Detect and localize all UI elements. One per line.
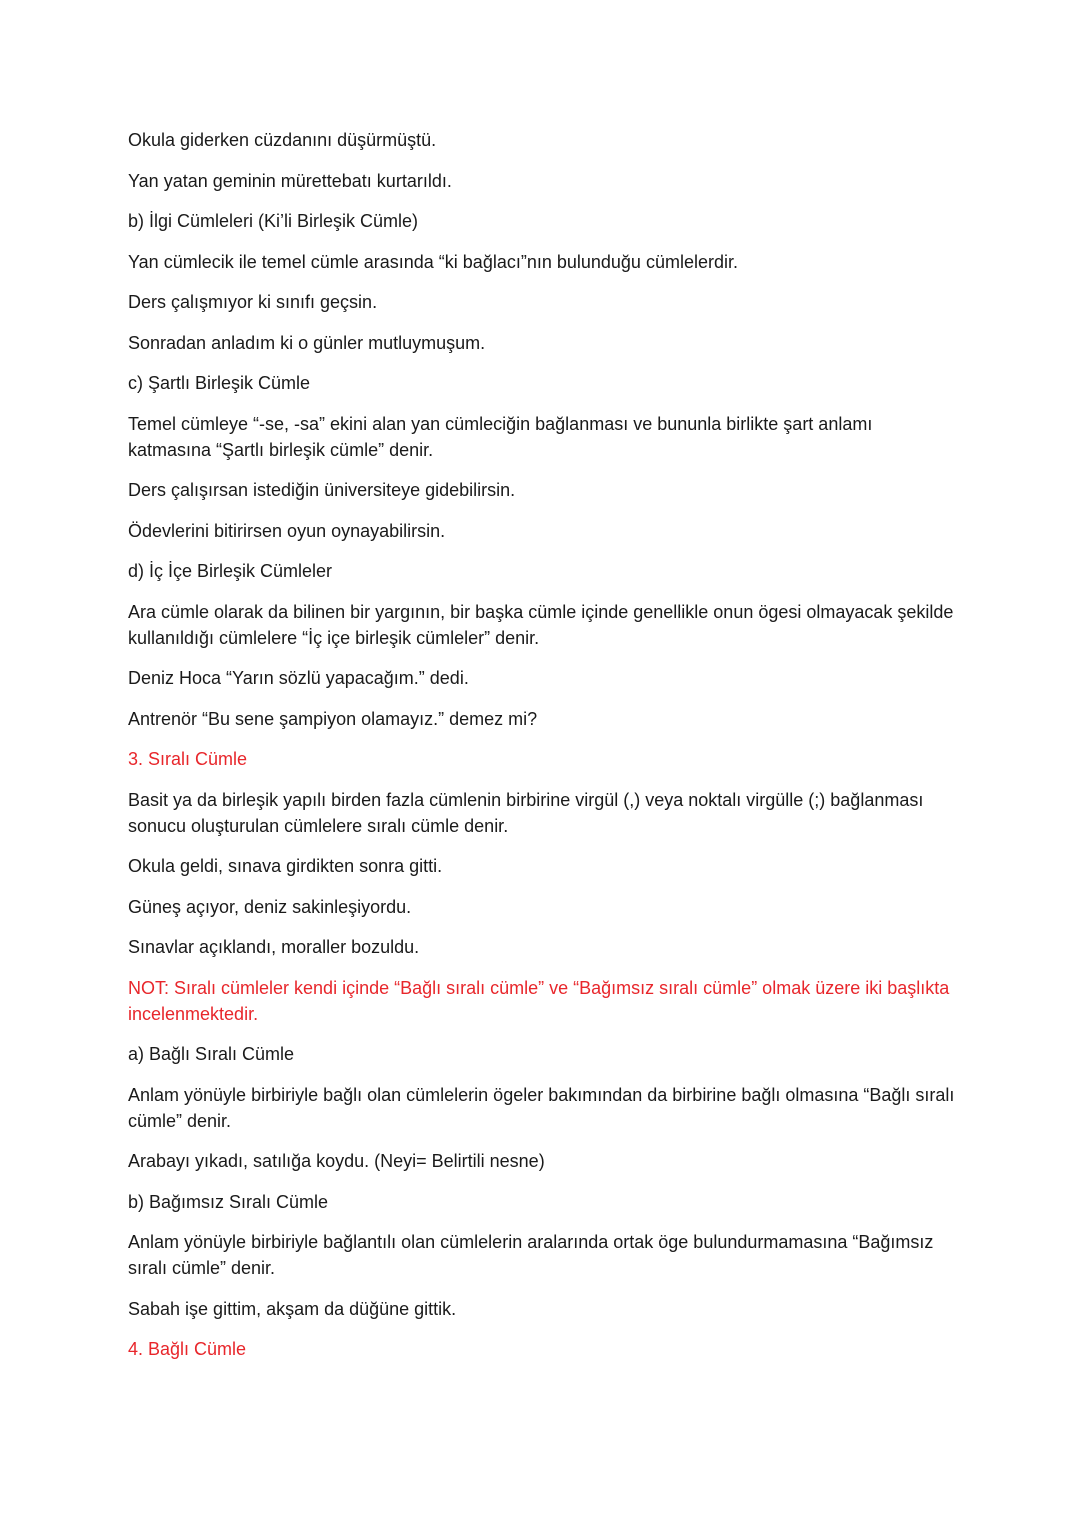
example-sentence: Güneş açıyor, deniz sakinleşiyordu. <box>128 896 412 917</box>
example-sentence: Yan yatan geminin mürettebatı kurtarıldı. <box>128 170 452 191</box>
subheading-bagli-sirali-cumle: a) Bağlı Sıralı Cümle <box>128 1044 295 1064</box>
section-heading-sirali-cumle: 3. Sıralı Cümle <box>128 749 248 769</box>
subheading-sartli-birlesik-cumle: c) Şartlı Birleşik Cümle <box>128 373 311 393</box>
document-page <box>128 127 958 1377</box>
definition-paragraph: Yan cümlecik ile temel cümle arasında “ki bağlacı”nın bulunduğu cümlelerdir. <box>128 251 738 272</box>
definition-paragraph: Anlam yönüyle birbiriyle bağlı olan cümlelerin ögeler bakımından da birbirine bağlı olmasına “Bağlı sıralı cümle” denir. <box>128 1084 955 1131</box>
example-sentence: Sabah işe gittim, akşam da düğüne gittik. <box>128 1298 457 1319</box>
definition-paragraph: Anlam yönüyle birbiriyle bağlantılı olan cümlelerin aralarında ortak öge bulundurmamasına “Bağımsız sıralı cümle” denir. <box>128 1232 934 1278</box>
example-sentence: Sınavlar açıklandı, moraller bozuldu. <box>128 937 420 957</box>
example-sentence: Sonradan anladım ki o günler mutluymuşum. <box>128 332 486 353</box>
example-sentence: Arabayı yıkadı, satılığa koydu. (Neyi= Belirtili nesne) <box>128 1151 545 1171</box>
example-sentence: Okula giderken cüzdanını düşürmüştü. <box>128 130 437 150</box>
note-paragraph: NOT: Sıralı cümleler kendi içinde “Bağlı sıralı cümle” ve “Bağımsız sıralı cümle” olmak üzere iki başlıkta incelenmektedir. <box>128 977 950 1024</box>
definition-paragraph: Temel cümleye “-se, -sa” ekini alan yan cümleciğin bağlanması ve bununla birlikte şart anlamı katmasına “Şartlı birleşik cümle” denir. <box>128 413 873 460</box>
example-sentence: Ders çalışmıyor ki sınıfı geçsin. <box>128 292 378 312</box>
example-sentence: Ders çalışırsan istediğin üniversiteye gidebilirsin. <box>128 480 516 500</box>
definition-paragraph: Basit ya da birleşik yapılı birden fazla cümlenin birbirine virgül (,) veya noktalı virgülle (;) bağlanması sonucu oluşturulan cümlelere sıralı cümle denir. <box>128 789 924 836</box>
example-sentence: Okula geldi, sınava girdikten sonra gitti. <box>128 856 443 876</box>
example-sentence: Ödevlerini bitirirsen oyun oynayabilirsin. <box>128 520 446 541</box>
section-heading-bagli-cumle: 4. Bağlı Cümle <box>128 1339 247 1359</box>
example-sentence: Deniz Hoca “Yarın sözlü yapacağım.” dedi. <box>128 668 469 688</box>
subheading-bagimsiz-sirali-cumle: b) Bağımsız Sıralı Cümle <box>128 1191 329 1212</box>
definition-paragraph: Ara cümle olarak da bilinen bir yargının, bir başka cümle içinde genellikle onun ögesi olmayacak şekilde kullanıldığı cümlelere “İç içe birleşik cümleler” denir. <box>128 601 954 648</box>
subheading-ic-ice-birlesik-cumleler: d) İç İçe Birleşik Cümleler <box>128 561 333 581</box>
subheading-ilgi-cumleleri: b) İlgi Cümleleri (Ki’li Birleşik Cümle) <box>128 211 419 231</box>
example-sentence: Antrenör “Bu sene şampiyon olamayız.” demez mi? <box>128 708 538 729</box>
